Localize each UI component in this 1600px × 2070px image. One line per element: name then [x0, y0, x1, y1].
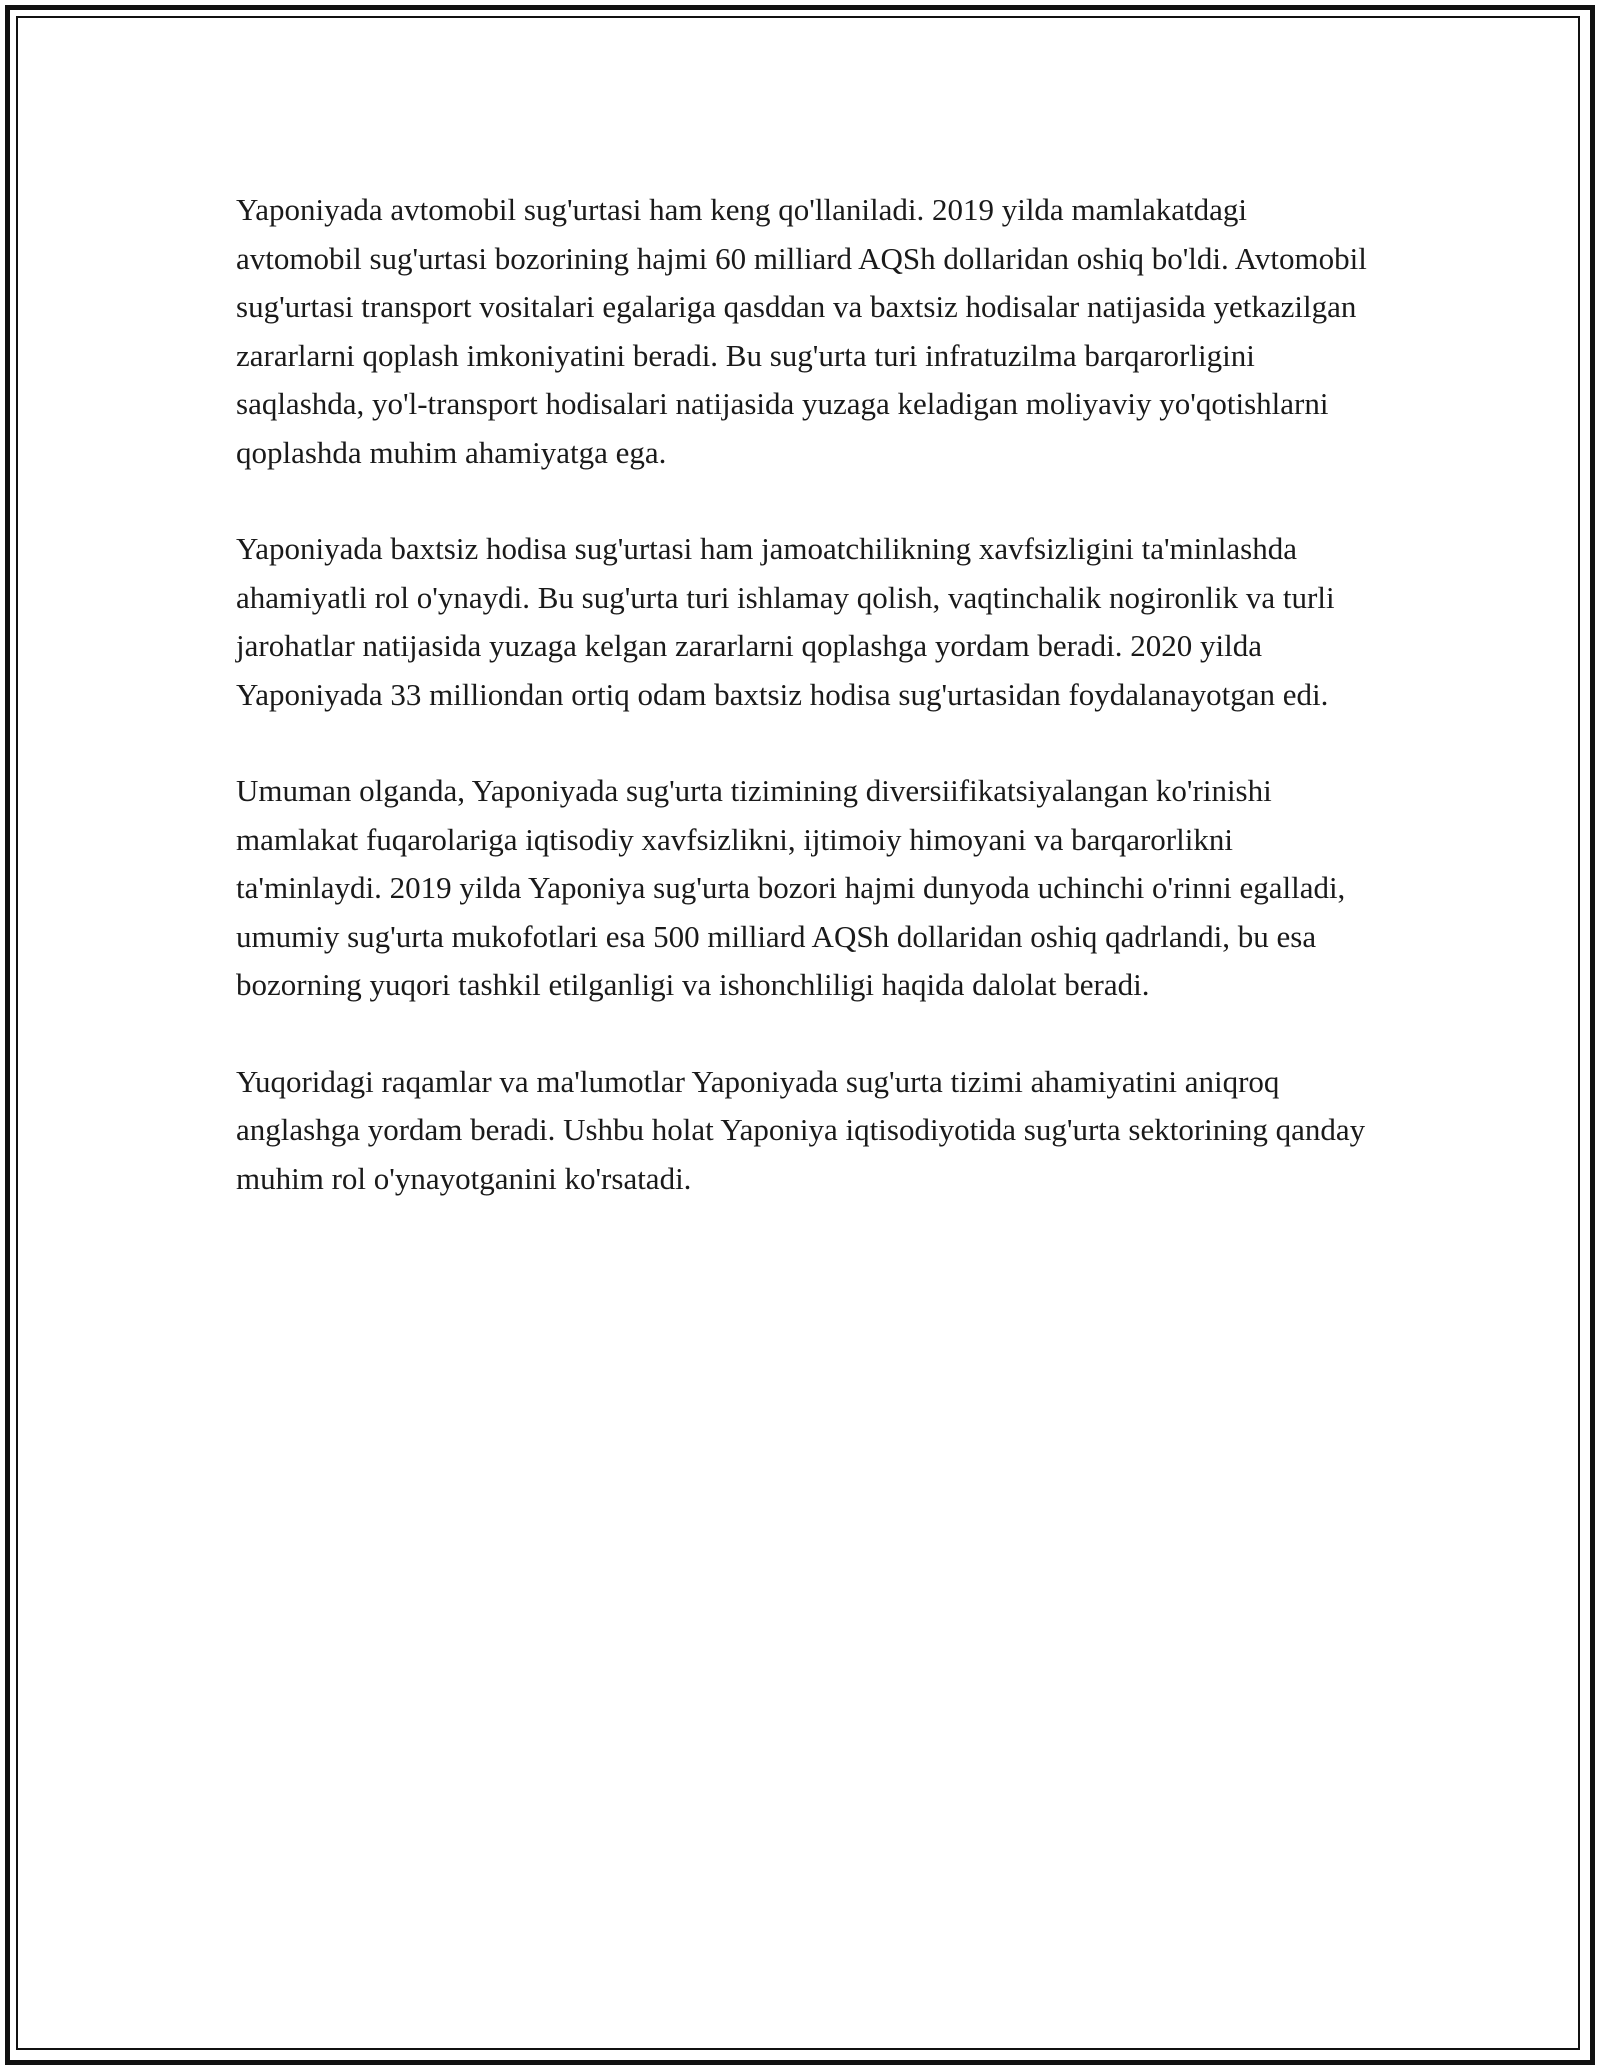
- paragraph-4: Yuqoridagi raqamlar va ma'lumotlar Yaponiyada sug'urta tizimi ahamiyatini aniqroq anglashga yordam beradi. Ushbu holat Yaponiya iqtisodiyotida sug'urta sektorining qanday muhim rol o'ynayotganini ko'rsatadi.: [236, 1063, 1366, 1196]
- document-body: [236, 186, 1376, 1251]
- paragraph-3: Umuman olganda, Yaponiyada sug'urta tizimining diversiifikatsiyalangan ko'rinishi mamlakat fuqarolariga iqtisodiy xavfsizlikni, ijtimoiy himoyani va barqarorlikni ta'minlaydi. 2019 yilda Yaponiya sug'urta bozori hajmi dunyoda uchinchi o'rinni egalladi, umumiy sug'urta mukofotlari esa 500 milliard AQSh dollaridan oshiq qadrlandi, bu esa bozorning yuqori tashkil etilganligi va ishonchliligi haqida dalolat beradi.: [236, 773, 1346, 1002]
- paragraph-2: Yaponiyada baxtsiz hodisa sug'urtasi ham jamoatchilikning xavfsizligini ta'minlashda ahamiyatli rol o'ynaydi. Bu sug'urta turi ishlamay qolish, vaqtinchalik nogironlik va turli jarohatlar natijasida yuzaga kelgan zararlarni qoplashga yordam beradi. 2020 yilda Yaponiyada 33 milliondan ortiq odam baxtsiz hodisa sug'urtasidan foydalanayotgan edi.: [236, 531, 1335, 712]
- paragraph-1: Yaponiyada avtomobil sug'urtasi ham keng qo'llaniladi. 2019 yilda mamlakatdagi avtomobil sug'urtasi bozorining hajmi 60 milliard AQSh dollaridan oshiq bo'ldi. Avtomobil sug'urtasi transport vositalari egalariga qasddan va baxtsiz hodisalar natijasida yetkazilgan zararlarni qoplash imkoniyatini beradi. Bu sug'urta turi infratuzilma barqarorligini saqlashda, yo'l-transport hodisalari natijasida yuzaga keladigan moliyaviy yo'qotishlarni qoplashda muhim ahamiyatga ega.: [236, 192, 1367, 470]
